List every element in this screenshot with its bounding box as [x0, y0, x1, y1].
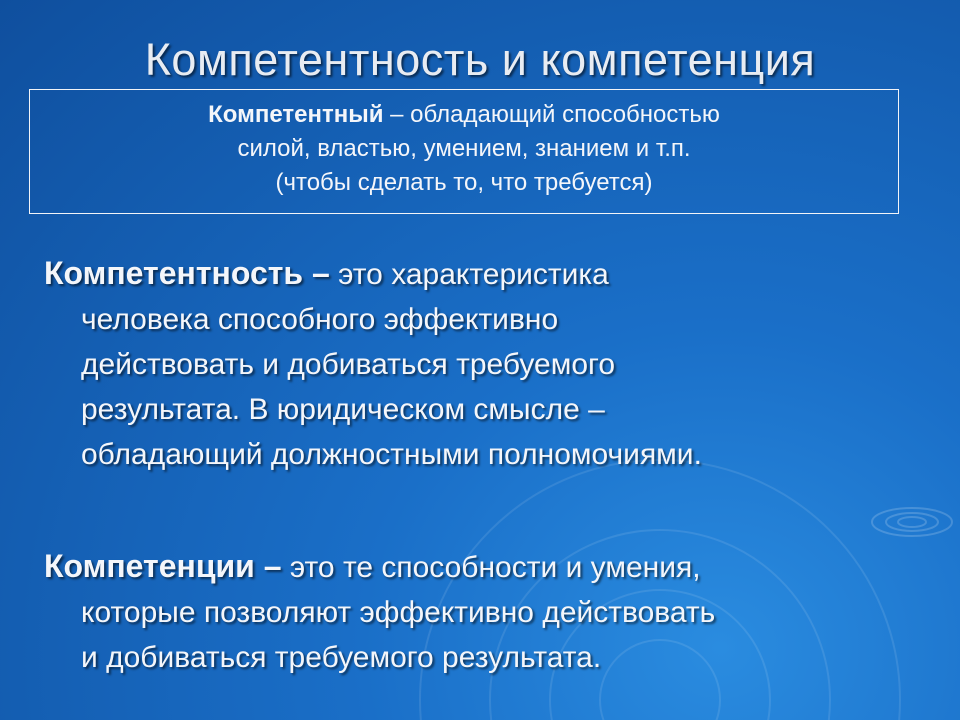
competencies-line-1 [44, 544, 715, 590]
competencies-line-3: и добиваться требуемого результата. [81, 641, 602, 674]
competencies-paragraph [44, 544, 715, 680]
definition-line-2: силой, властью, умением, знанием и т.п. [237, 135, 691, 162]
slide-title: Компетентность и компетенция [144, 34, 816, 85]
definition-line-1 [30, 98, 898, 132]
competence-line-5: обладающий должностными полномочиями. [81, 438, 702, 471]
definition-term: Компетентный [208, 101, 384, 128]
definition-line-3: (чтобы сделать то, что требуется) [275, 169, 653, 196]
competence-line-4: результата. В юридическом смысле – [81, 393, 605, 426]
competence-paragraph [44, 251, 702, 477]
definition-line-1-text: – обладающий способностью [383, 101, 720, 128]
competence-line-1 [44, 251, 702, 297]
competencies-line-2: которые позволяют эффективно действовать [81, 596, 716, 629]
definition-box [29, 89, 899, 214]
competence-line-1-text: это характеристика [329, 258, 609, 291]
competence-line-3: действовать и добиваться требуемого [81, 348, 616, 381]
competence-line-2: человека способного эффективно [81, 303, 559, 336]
competencies-line-1-text: это те способности и умения, [281, 551, 701, 584]
competencies-term: Компетенции – [44, 548, 282, 584]
competence-term: Компетентность – [44, 255, 330, 291]
